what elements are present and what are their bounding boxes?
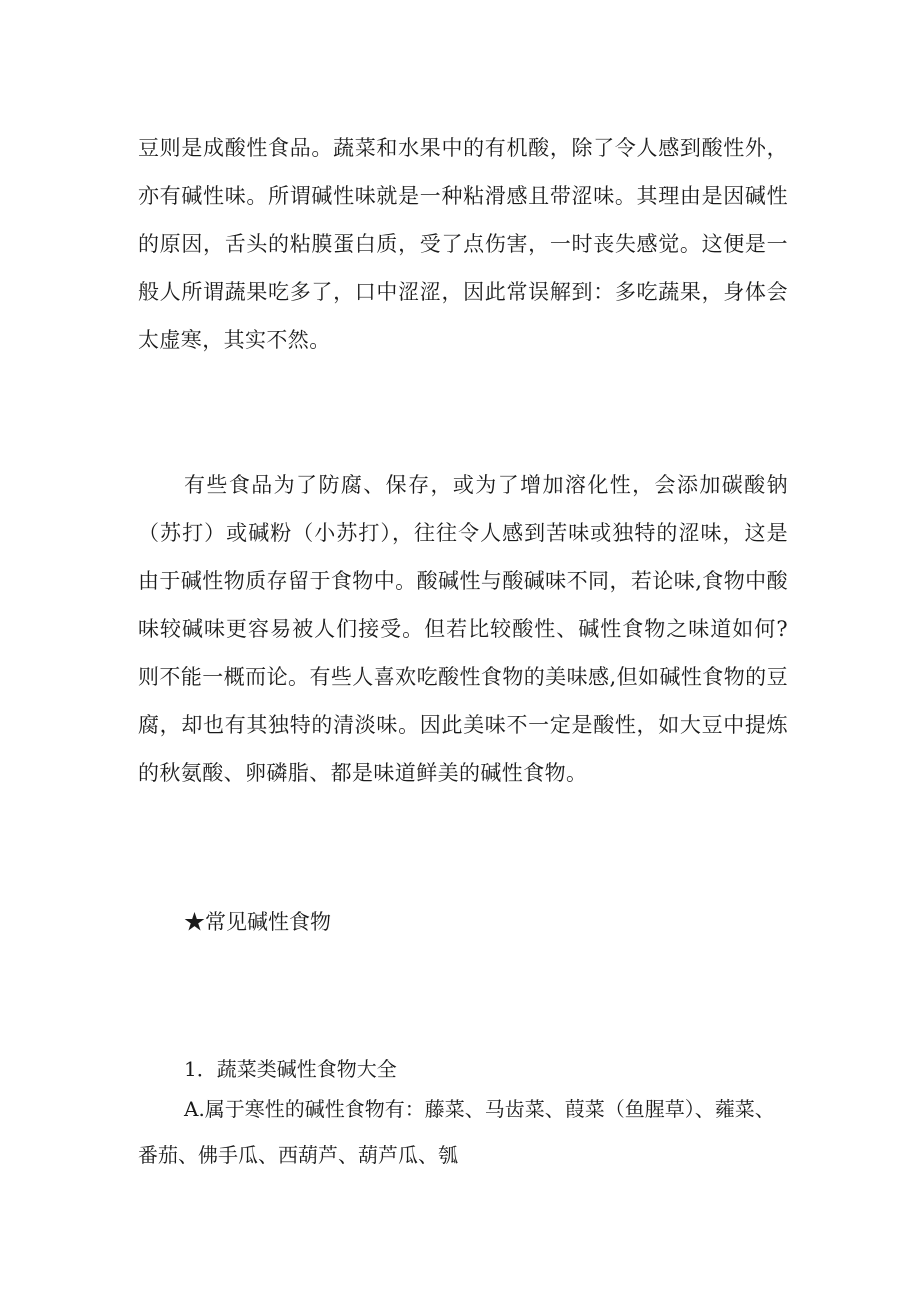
section-heading-alkaline-foods: ★常见碱性食物 [184,910,331,934]
subsection-heading-vegetables: 1．蔬菜类碱性食物大全 [184,1057,397,1081]
paragraph-food-additives: 有些食品为了防腐、保存，或为了增加溶化性，会添加碳酸钠（苏打）或碱粉（小苏打），往往令人感到苦味或独特的涩味，这是由于碱性物质存留于食物中。酸碱性与酸碱味不同，若论味,食物中酸味较碱味更容易被人们接受。但若比较酸性、碱性食物之味道如何?则不能一概而论。有些人喜欢吃酸性食物的美味感,但如碱性食物的豆腐，却也有其独特的清淡味。因此美味不一定是酸性，如大豆中提炼的秋氨酸、卵磷脂、都是味道鲜美的碱性食物。 [138,473,788,785]
list-item-cold-alkaline: A.属于寒性的碱性食物有：藤菜、马齿菜、葭菜（鱼腥草）、蕹菜、番茄、佛手瓜、西葫芦、葫芦瓜、瓠 [138,1097,775,1167]
paragraph-acid-vegetables: 豆则是成酸性食品。蔬菜和水果中的有机酸，除了令人感到酸性外，亦有碱性味。所谓碱性味就是一种粘滑感且带涩味。其理由是因碱性的原因，舌头的粘膜蛋白质，受了点伤害，一时丧失感觉。这便是一般人所谓蔬果吃多了，口中涩涩，因此常误解到：多吃蔬果，身体会太虚寒，其实不然。 [138,136,788,352]
